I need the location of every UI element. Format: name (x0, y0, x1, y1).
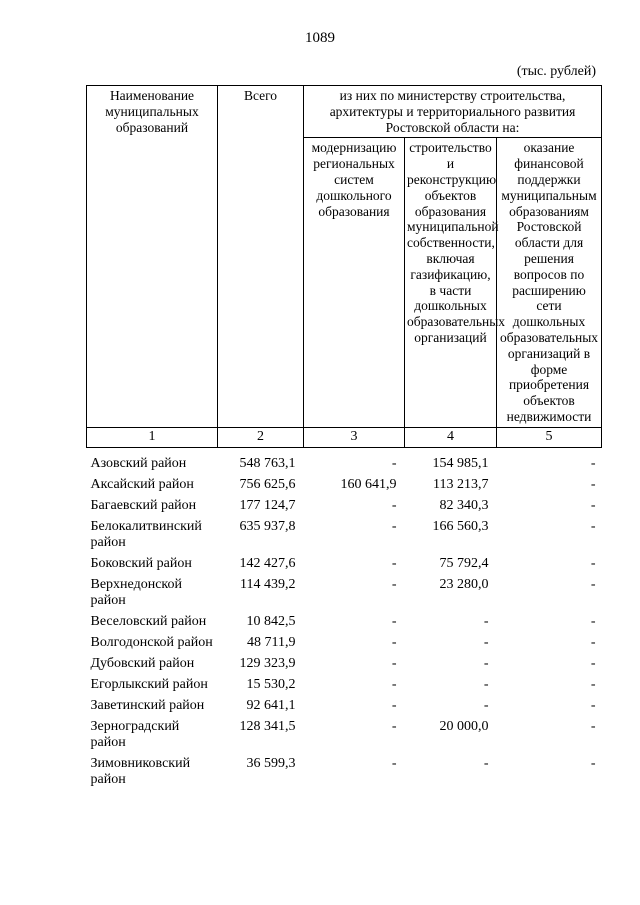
cell-total: 128 341,5 (239, 718, 296, 734)
cell-construction: 75 792,4 (439, 555, 489, 571)
cell-construction: - (483, 697, 489, 713)
table-row (87, 577, 602, 614)
header-group-ministry: из них по министерству строительства, архитектуры и территориального развития Ростовской области на: (304, 86, 602, 138)
header-construction: строительство и реконструкцию объектов образования муниципальной собственности, включая газификацию, в части дошкольных образовательных организаций (405, 138, 497, 427)
cell-modernization: - (391, 455, 397, 471)
cell-modernization: - (391, 497, 397, 513)
cell-total: 48 711,9 (247, 634, 296, 650)
cell-total: 756 625,6 (239, 476, 296, 492)
header-modernization: модернизацию региональных систем дошкольного образования (304, 138, 405, 427)
units-label: (тыс. рублей) (516, 64, 596, 79)
table-row (87, 656, 602, 677)
cell-municipality: Дубовский район (90, 655, 195, 671)
cell-municipality: Волгодонской район (90, 634, 213, 650)
cell-financial-support: - (590, 455, 596, 471)
table-row (87, 677, 602, 698)
cell-construction: - (483, 634, 489, 650)
cell-total: 142 427,6 (239, 555, 296, 571)
table-row (87, 756, 602, 793)
table-row (87, 719, 602, 756)
cell-municipality: Белокалитвинский район (90, 518, 202, 550)
column-number: 4 (405, 427, 497, 447)
cell-construction: - (483, 613, 489, 629)
column-number: 2 (218, 427, 304, 447)
cell-financial-support: - (590, 718, 596, 734)
cell-construction: 23 280,0 (439, 576, 489, 592)
cell-municipality: Аксайский район (90, 476, 194, 492)
cell-construction: 166 560,3 (432, 518, 489, 534)
cell-financial-support: - (590, 476, 596, 492)
cell-municipality: Егорлыкский район (90, 676, 208, 692)
budget-table (86, 85, 602, 793)
table-row (87, 456, 602, 477)
table-body (87, 447, 602, 793)
cell-total: 36 599,3 (246, 755, 296, 771)
cell-modernization: - (391, 655, 397, 671)
column-number-row (87, 427, 602, 447)
cell-municipality: Зерноградский район (90, 718, 180, 750)
cell-modernization: - (391, 613, 397, 629)
cell-construction: 20 000,0 (439, 718, 489, 734)
cell-financial-support: - (590, 613, 596, 629)
cell-total: 92 641,1 (246, 697, 296, 713)
column-number: 3 (304, 427, 405, 447)
table-row (87, 519, 602, 556)
cell-modernization: - (391, 634, 397, 650)
cell-municipality: Азовский район (90, 455, 187, 471)
cell-modernization: - (391, 518, 397, 534)
cell-modernization: - (391, 576, 397, 592)
cell-modernization: - (391, 555, 397, 571)
cell-financial-support: - (590, 576, 596, 592)
page-number: 1089 (305, 30, 335, 46)
cell-municipality: Веселовский район (90, 613, 207, 629)
cell-total: 548 763,1 (239, 455, 296, 471)
table-row (87, 698, 602, 719)
table-row (87, 498, 602, 519)
cell-financial-support: - (590, 518, 596, 534)
column-number: 5 (497, 427, 602, 447)
cell-total: 635 937,8 (239, 518, 296, 534)
cell-total: 114 439,2 (240, 576, 296, 592)
cell-municipality: Зимовниковский район (90, 755, 191, 787)
cell-financial-support: - (590, 555, 596, 571)
cell-financial-support: - (590, 697, 596, 713)
table-row (87, 614, 602, 635)
cell-construction: 113 213,7 (433, 476, 489, 492)
cell-financial-support: - (590, 497, 596, 513)
cell-financial-support: - (590, 655, 596, 671)
cell-modernization: - (391, 755, 397, 771)
cell-financial-support: - (590, 755, 596, 771)
cell-construction: - (483, 655, 489, 671)
cell-total: 177 124,7 (239, 497, 296, 513)
header-total: Всего (218, 86, 304, 428)
cell-construction: - (483, 755, 489, 771)
header-financial-support: оказание финансовой поддержки муниципальным образованиям Ростовской области для решения вопросов по расширению сети дошкольных образовательных организаций в форме приобретения объектов недвижимости (497, 138, 602, 427)
cell-municipality: Багаевский район (90, 497, 197, 513)
table-row (87, 556, 602, 577)
cell-modernization: - (391, 718, 397, 734)
cell-financial-support: - (590, 676, 596, 692)
column-number: 1 (87, 427, 218, 447)
cell-modernization: - (391, 697, 397, 713)
cell-municipality: Боковский район (90, 555, 192, 571)
header-municipality: Наименование муниципальных образований (87, 86, 218, 428)
table-header (87, 86, 602, 448)
cell-construction: 82 340,3 (439, 497, 489, 513)
cell-municipality: Заветинский район (90, 697, 205, 713)
cell-construction: - (483, 676, 489, 692)
table-row (87, 635, 602, 656)
cell-municipality: Верхнедонской район (90, 576, 182, 608)
cell-total: 15 530,2 (246, 676, 296, 692)
cell-total: 10 842,5 (246, 613, 296, 629)
table-row (87, 477, 602, 498)
cell-modernization: - (391, 676, 397, 692)
cell-construction: 154 985,1 (432, 455, 489, 471)
cell-modernization: 160 641,9 (340, 476, 397, 492)
cell-financial-support: - (590, 634, 596, 650)
cell-total: 129 323,9 (239, 655, 296, 671)
